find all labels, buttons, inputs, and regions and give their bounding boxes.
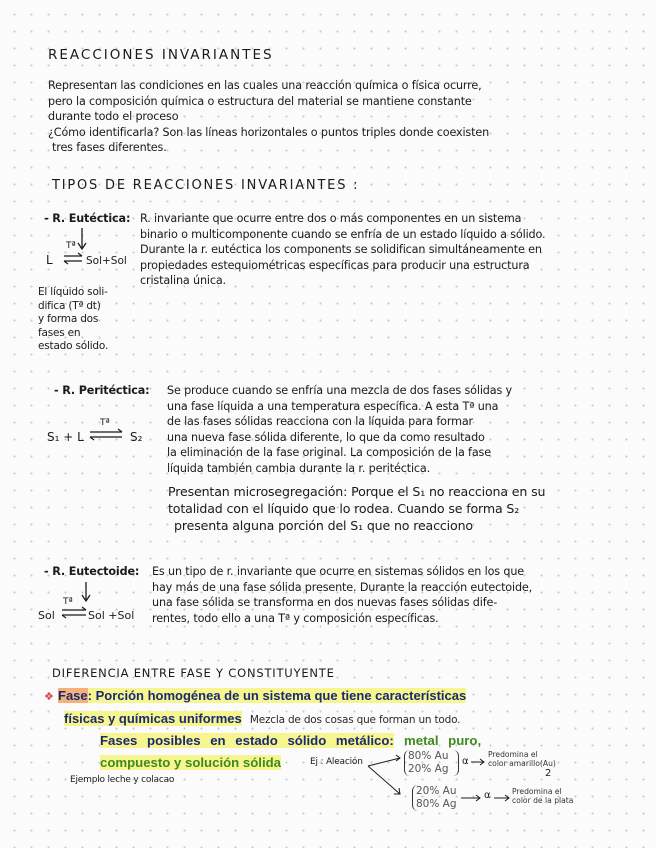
peritectica-equilibrium-arrow (88, 428, 128, 442)
intro-paragraph (48, 78, 489, 156)
fases-possible-title: Fases posibles en estado sólido metálico: (100, 733, 394, 748)
peritectica-right: S₂ (130, 430, 143, 444)
alloy1-prediction (488, 751, 556, 768)
peritectica-name: - R. Peritéctica: (54, 384, 150, 397)
fase-definition-line-1 (44, 688, 466, 704)
page-title: REACCIONES INVARIANTES (48, 47, 274, 63)
intro-line: pero la composición química o estructura del material se mantiene constante (48, 94, 472, 108)
eutectoide-left: Sol (38, 609, 55, 622)
eutectoide-definition (152, 564, 532, 626)
eutectica-name: - R. Eutéctica: (44, 212, 131, 225)
eutectoide-right: Sol +Sol (88, 609, 135, 622)
peritectica-extra-line: Presentan microsegregación: Porque el S₁ no reacciona en su (168, 484, 546, 499)
eutectica-left: L (46, 253, 53, 267)
eutectica-line: binario o multicomponente cuando se enfría de un estado líquido a sólido. (140, 227, 546, 241)
fase-note: Mezcla de dos cosas que forman un todo. (249, 714, 461, 726)
alloy2-ag: 80% Ag (416, 798, 457, 810)
types-subtitle: TIPOS DE REACCIONES INVARIANTES : (52, 178, 360, 193)
alloy1-pred-line: color amarillo(Au) (488, 758, 556, 768)
alloy2-prediction (512, 788, 573, 805)
alloy2-composition (412, 785, 457, 811)
eutectoide-line: rentes, todo ello a una Tª y composición específicas. (152, 611, 439, 625)
peritectica-left: S₁ + L (47, 430, 84, 444)
alloy1-composition (404, 750, 449, 776)
eutectoide-line: una fase sólida se transforma en dos nuevas fases sólidas dife- (152, 596, 498, 609)
eutectica-line: Durante la r. eutéctica los components se solidifican simultáneamente en (140, 243, 542, 256)
peritectica-line: la eliminación de la fase original. La composición de la fase (167, 446, 491, 459)
peritectica-line: Se produce cuando se enfría una mezcla de dos fases sólidas y (167, 384, 512, 397)
fase-definition-line-2 (64, 711, 460, 728)
ejemplo-note: Ejemplo leche y colacao (70, 775, 175, 785)
fases-possible-line-1 (100, 733, 481, 749)
eutectica-definition (140, 211, 545, 289)
peritectica-temp-label: Tª (100, 418, 110, 428)
intro-line: ¿Cómo identificarla? Son las líneas horizontales o puntos triples donde coexisten (48, 125, 490, 139)
alloy1-ag: 20% Ag (408, 763, 449, 775)
fase-definition-text-2: físicas y químicas uniformes (64, 711, 242, 726)
fases-compuesto-solucion: compuesto y solución sólida (100, 755, 281, 770)
intro-line: tres fases diferentes. (52, 141, 167, 154)
peritectica-line: de las fases sólidas reacciona con la líquida para formar (167, 415, 474, 428)
bullet-icon: ❖ (44, 690, 54, 703)
peritectica-microsegregation (168, 483, 545, 534)
alloy2-pred-line: color de la plata (512, 795, 574, 805)
eutectica-line: propiedades estequiométricas específicas para producir una estructura (140, 258, 530, 272)
eutectoide-line: hay más de una fase sólida presente. Durante la reacción eutectoide, (152, 580, 533, 594)
peritectica-line: una fase líquida a una temperatura específica. A esta Tª una (167, 399, 499, 413)
eutectica-note (38, 286, 108, 354)
peritectica-definition (167, 383, 512, 476)
alloy2-arrow-1 (460, 793, 482, 803)
eutectica-line: cristalina única. (140, 274, 226, 287)
eutectica-note-line: estado sólido. (38, 340, 109, 353)
alloy1-arrow (470, 757, 486, 767)
alloy2-alpha-symbol: α (484, 790, 491, 801)
alloy2-pred-line: Predomina el (512, 787, 562, 796)
eutectica-right: Sol+Sol (86, 255, 127, 267)
alloy2-au: 20% Au (416, 785, 457, 797)
fase-term: Fase (58, 688, 88, 703)
eutectica-note-line: fases en (38, 326, 81, 339)
eutectica-temp-label: Tª (66, 241, 76, 251)
eutectoide-name: - R. Eutectoide: (44, 565, 140, 578)
alloy1-pred-line: Predomina el (488, 750, 538, 759)
fases-metal-puro: metal puro, (404, 733, 482, 748)
eutectoide-line: Es un tipo de r. invariante que ocurre en sistemas sólidos en los que (152, 565, 524, 578)
fase-definition-text: : Porción homogénea de un sistema que tiene características (87, 688, 467, 703)
peritectica-extra-line: presenta alguna porción del S₁ que no reacciono (174, 518, 473, 533)
ejemplo-label: Ej : Aleación (310, 757, 363, 767)
eutectica-line: R. invariante que ocurre entre dos o más componentes en un sistema (140, 212, 522, 225)
alloy-branch-arrows (366, 752, 406, 804)
intro-line: Representan las condiciones en las cuales una reacción química o física ocurre, (48, 79, 482, 92)
eutectica-note-line: y forma dos (38, 313, 99, 326)
alloy2-arrow-2 (493, 793, 511, 803)
peritectica-line: líquida también cambia durante la r. peritéctica. (167, 461, 431, 475)
peritectica-extra-line: totalidad con el líquido que lo rodea. Cuando se forma S₂ (168, 501, 520, 516)
peritectica-line: una nueva fase sólida diferente, lo que da como resultado (167, 430, 485, 444)
fases-possible-line-2 (100, 755, 281, 771)
alloy1-au: 80% Au (408, 750, 449, 762)
alloy1-brace (452, 750, 459, 776)
eutectica-note-line: difica (Tª dt) (38, 299, 101, 312)
eutectoide-temp-label: Tª (63, 597, 73, 607)
eutectica-note-line: El líquido soli- (38, 286, 108, 298)
intro-line: durante todo el proceso (48, 110, 179, 123)
alloy1-fraction: 2 (545, 768, 552, 779)
alloy1-alpha-symbol: α (462, 756, 469, 767)
difference-heading: DIFERENCIA ENTRE FASE Y CONSTITUYENTE (52, 666, 335, 680)
